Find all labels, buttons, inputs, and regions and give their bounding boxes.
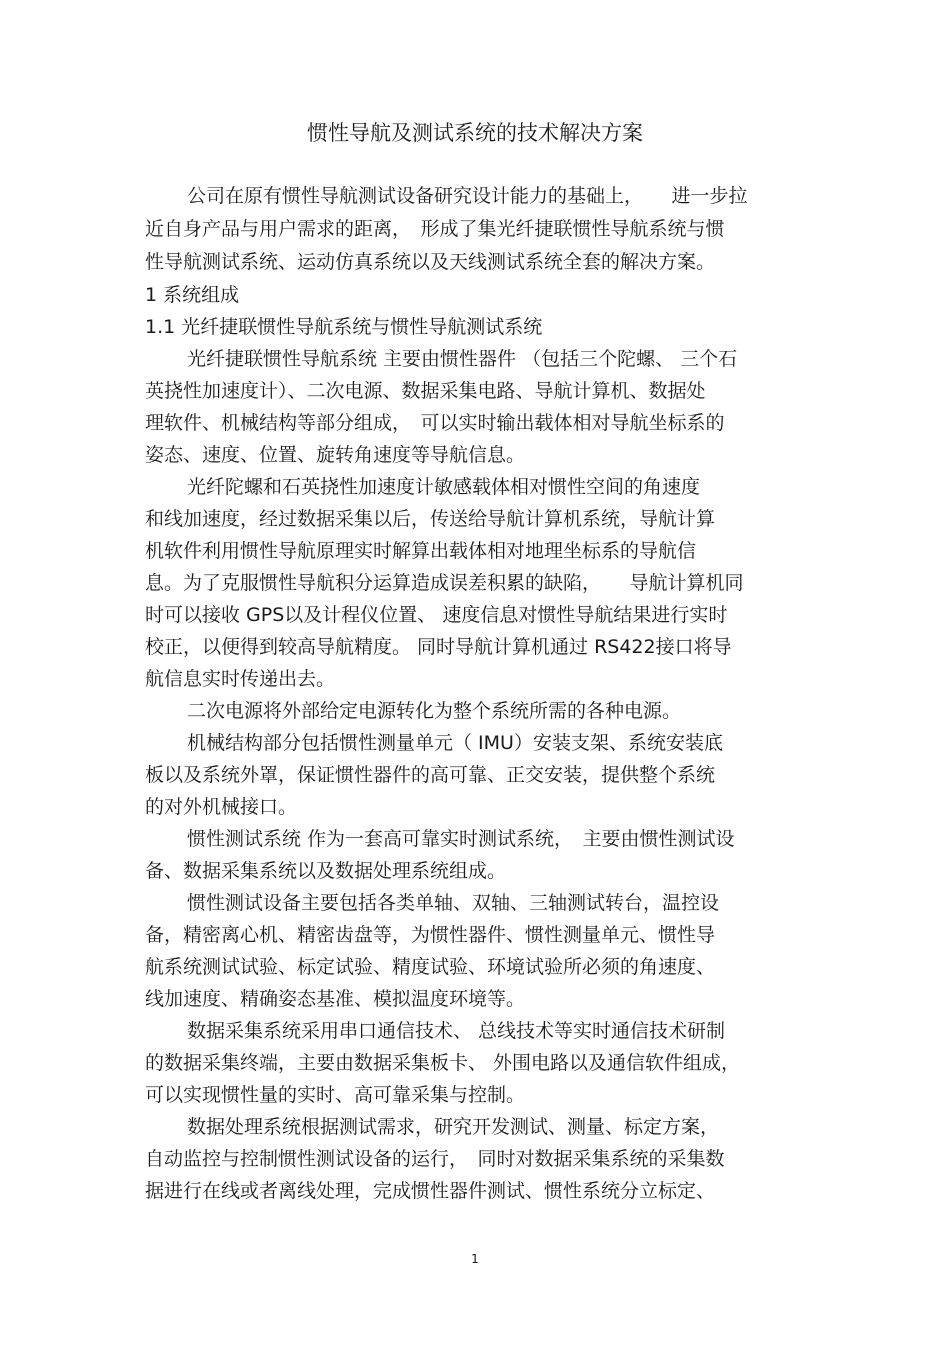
document-title: 惯性导航及测试系统的技术解决方案 <box>307 121 643 145</box>
body-line-10: 光纤陀螺和石英挠性加速度计敏感载体相对惯性空间的角速度 <box>187 476 701 498</box>
body-line-3: 性导航测试系统、运动仿真系统以及天线测试系统全套的解决方案。 <box>145 251 716 273</box>
body-line-30: 数据处理系统根据测试需求，研究开发测试、测量、标定方案， <box>187 1116 720 1138</box>
body-line-23: 惯性测试设备主要包括各类单轴、双轴、三轴测试转台，温控设 <box>187 892 720 914</box>
body-line-12: 机软件利用惯性导航原理实时解算出载体相对地理坐标系的导航信 <box>145 540 697 562</box>
body-line-20: 的对外机械接口。 <box>145 796 298 818</box>
body-line-25: 航系统测试试验、标定试验、精度试验、环境试验所必须的角速度、 <box>145 956 716 978</box>
page-number: 1 <box>471 1252 479 1266</box>
body-line-18: 机械结构部分包括惯性测量单元（ IMU）安装支架、系统安装底 <box>187 732 723 754</box>
body-line-11: 和线加速度，经过数据采集以后，传送给导航计算机系统，导航计算 <box>145 508 716 530</box>
body-line-8: 理软件、机械结构等部分组成， 可以实时输出载体相对导航坐标系的 <box>145 412 725 434</box>
body-line-9: 姿态、速度、位置、旋转角速度等导航信息。 <box>145 444 526 466</box>
body-line-15: 校正，以便得到较高导航精度。 同时导航计算机通过 RS422接口将导 <box>145 636 732 658</box>
body-line-31: 自动监控与控制惯性测试设备的运行， 同时对数据采集系统的采集数 <box>145 1148 725 1170</box>
body-line-16: 航信息实时传递出去。 <box>145 668 336 690</box>
body-line-29: 可以实现惯性量的实时、高可靠采集与控制。 <box>145 1084 526 1106</box>
body-line-13: 息。为了克服惯性导航积分运算造成误差积累的缺陷， 导航计算机同 <box>145 572 744 594</box>
body-line-28: 的数据采集终端，主要由数据采集板卡、 外围电路以及通信软件组成， <box>145 1052 741 1074</box>
body-line-17: 二次电源将外部给定电源转化为整个系统所需的各种电源。 <box>187 700 682 722</box>
body-line-27: 数据采集系统采用串口通信技术、 总线技术等实时通信技术研制 <box>187 1020 726 1042</box>
body-line-2: 近自身产品与用户需求的距离， 形成了集光纤捷联惯性导航系统与惯 <box>145 218 725 240</box>
body-line-24: 备，精密离心机、精密齿盘等，为惯性器件、惯性测量单元、惯性导 <box>145 924 716 946</box>
section-heading-1-1: 1.1 光纤捷联惯性导航系统与惯性导航测试系统 <box>145 316 543 338</box>
body-line-26: 线加速度、精确姿态基准、模拟温度环境等。 <box>145 988 526 1010</box>
body-line-7: 英挠性加速度计）、二次电源、数据采集电路、导航计算机、数据处 <box>145 380 706 402</box>
body-line-21: 惯性测试系统 作为一套高可靠实时测试系统， 主要由惯性测试设 <box>187 828 735 850</box>
body-line-22: 备、数据采集系统以及数据处理系统组成。 <box>145 860 507 882</box>
section-heading-1: 1 系统组成 <box>145 284 240 306</box>
body-line-1: 公司在原有惯性导航测试设备研究设计能力的基础上， 进一步拉 <box>187 185 748 207</box>
body-line-19: 板以及系统外罩，保证惯性器件的高可靠、正交安装，提供整个系统 <box>145 764 716 786</box>
body-line-14: 时可以接收 GPS以及计程仪位置、 速度信息对惯性导航结果进行实时 <box>145 604 728 626</box>
body-line-6: 光纤捷联惯性导航系统 主要由惯性器件 （包括三个陀螺、 三个石 <box>187 348 738 370</box>
body-line-32: 据进行在线或者离线处理，完成惯性器件测试、惯性系统分立标定、 <box>145 1180 716 1202</box>
